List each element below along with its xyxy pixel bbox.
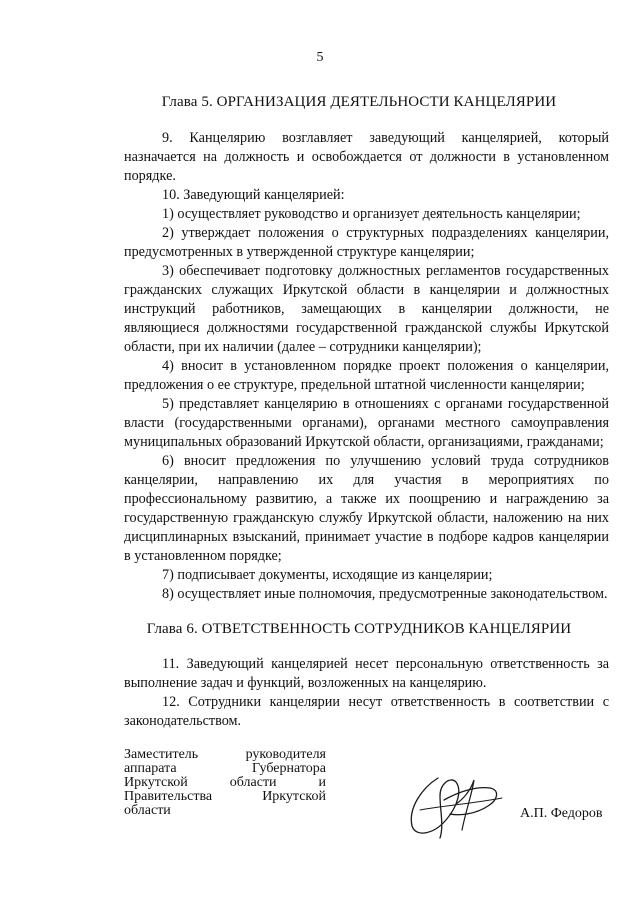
chapter-5-title: Глава 5. ОРГАНИЗАЦИЯ ДЕЯТЕЛЬНОСТИ КАНЦЕЛЯРИИ — [161, 94, 557, 110]
chapter-5-body — [124, 129, 609, 604]
position-line: области — [124, 803, 171, 818]
position-line: Правительства Иркутской — [124, 789, 326, 804]
chapter-6-body — [124, 655, 609, 731]
paragraph: 7) подписывает документы, исходящие из канцелярии; — [162, 567, 493, 583]
paragraph: 6) вносит предложения по улучшению условий труда сотрудников канцелярии, направлению их для участия в мероприятиях по профессиональному развитию, а также их поощрению и награждению за государственную гражданскую службу Иркутской области, наложению на них дисциплинарных взысканий, принимает участие в подборе кадров канцелярии в установленном порядке; — [124, 453, 609, 564]
paragraph: 10. Заведующий канцелярией: — [162, 187, 345, 203]
signer-name: А.П. Федоров — [520, 806, 603, 821]
paragraph: 8) осуществляет иные полномочия, предусмотренные законодательством. — [162, 586, 608, 602]
position-line: аппарата Губернатора — [124, 761, 326, 776]
paragraph: 2) утверждает положения о структурных подразделениях канцелярии, предусмотренных в утвержденной структуре канцелярии; — [124, 225, 609, 260]
paragraph: 11. Заведующий канцелярией несет персональную ответственность за выполнение задач и функций, возложенных на канцелярию. — [124, 656, 609, 691]
paragraph: 3) обеспечивает подготовку должностных регламентов государственных гражданских служащих Иркутской области в канцелярии и должностных инструкций работников, замещающих в канцелярии должности, не являющиеся должностями государственной гражданской службы Иркутской области, при их наличии (далее – сотрудники канцелярии); — [124, 263, 609, 355]
handwritten-signature — [400, 770, 510, 840]
paragraph: 9. Канцелярию возглавляет заведующий канцелярией, который назначается на должность и освобождается от должности в установленном порядке. — [124, 130, 609, 184]
position-line: Иркутской области и — [124, 775, 326, 790]
chapter-6-title: Глава 6. ОТВЕТСТВЕННОСТЬ СОТРУДНИКОВ КАНЦЕЛЯРИИ — [146, 621, 572, 637]
position-line: Заместитель руководителя — [124, 747, 326, 762]
signatory-position — [124, 748, 326, 818]
paragraph: 5) представляет канцелярию в отношениях с органами государственной власти (государственными органами), органами местного самоуправления муниципальных образований Иркутской области, организациями, гражданами; — [124, 396, 609, 450]
paragraph: 1) осуществляет руководство и организует деятельность канцелярии; — [162, 206, 581, 222]
paragraph: 12. Сотрудники канцелярии несут ответственность в соответствии с законодательством. — [124, 694, 609, 729]
paragraph: 4) вносит в установленном порядке проект положения о канцелярии, предложения о ее структуре, предельной штатной численности канцелярии; — [124, 358, 609, 393]
page-number: 5 — [316, 50, 324, 65]
